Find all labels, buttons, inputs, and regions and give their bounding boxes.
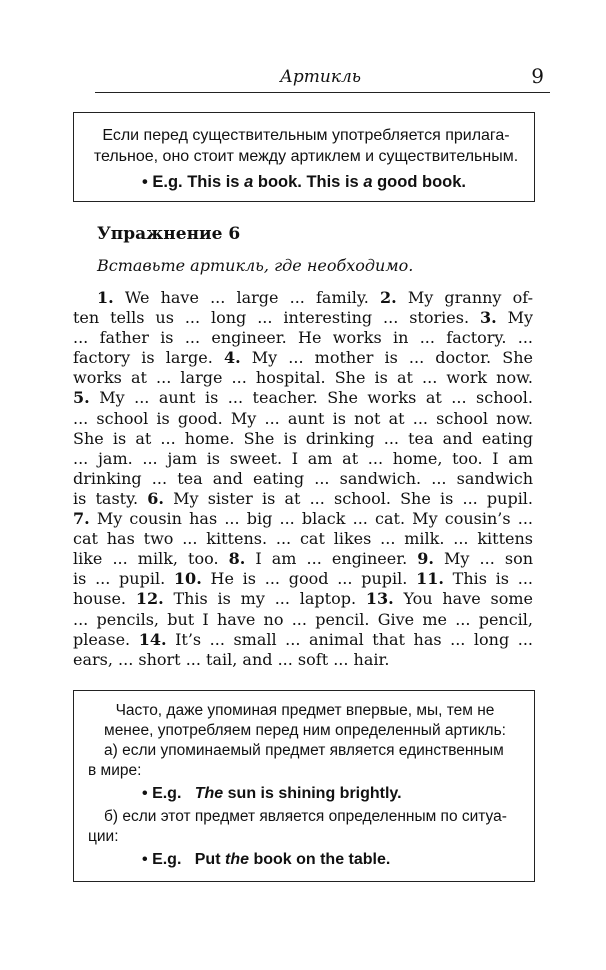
rule-line: в мире: [88,762,142,779]
item-text: ... pencils, but I have no ... pencil. Give me ... pencil, [73,609,533,629]
item-number: 1. [97,288,114,307]
rule-box-adjective-position [73,112,535,202]
item-text: It’s ... small ... animal that has ... long ... [166,629,534,649]
example-text: book on the table. [253,851,391,868]
example-sentence [142,785,402,803]
exercise-text [73,288,533,670]
bullet: • [142,851,148,868]
exercise-line [73,509,533,529]
item-number: 13. [365,589,394,609]
item-text: You have some [393,589,534,609]
example-text: sun is shining brightly. [227,785,402,802]
item-text: My [496,308,533,328]
bullet: • [142,785,148,802]
item-text: factory is large. [73,348,224,368]
item-number: 7. [73,509,90,529]
rule-text [90,125,522,167]
item-text: My sister is at ... school. She is ... pupil. [163,488,534,508]
rule-point-a [88,741,522,781]
running-title: Артикль [280,67,362,87]
exercise-line [73,650,533,670]
item-text: ears, ... short ... tail, and ... soft ... hair. [73,649,390,669]
exercise-line [73,328,533,348]
item-number: 5. [73,388,90,408]
exercise-line [73,388,533,408]
example-text: good book. [377,173,466,191]
item-text: My cousin has ... big ... black ... cat. My cousin’s ... [89,509,533,529]
item-number: 2. [380,288,397,307]
article-highlight: a [363,173,373,191]
item-text: My ... mother is ... doctor. She [240,348,533,368]
exercise-line [73,549,533,569]
exercise-line [73,348,533,368]
item-number: 3. [479,308,497,328]
exercise-line [73,630,533,650]
article-highlight: a [244,173,254,191]
item-text: My granny of- [396,288,533,307]
item-text: drinking ... tea and eating ... sandwich. ... sandwich [73,468,533,488]
rule-line: ции: [88,828,119,845]
rule-point-b [88,807,522,847]
exercise-line [73,368,533,388]
item-text: She is at ... home. She is drinking ... tea and eating [73,428,533,448]
item-text: like ... milk, too. [73,549,229,569]
exercise-title: Упражнение 6 [97,224,241,244]
item-number: 4. [223,348,241,368]
item-number: 8. [228,549,246,569]
rule-line: а) если упоминаемый предмет является единственным [104,742,504,759]
item-number: 12. [135,589,164,609]
item-number: 6. [147,488,164,508]
exercise-line [73,489,533,509]
exercise-line [73,429,533,449]
item-text: cat has two ... kittens. ... cat likes ... milk. ... kittens [73,529,533,549]
exercise-line [73,288,533,308]
item-text: ... jam. ... jam is sweet. I am at ... home, too. I am [73,448,533,468]
item-number: 9. [417,549,434,569]
bullet: • [141,173,148,191]
eg-prefix: E.g. [152,851,182,868]
example-sentence [74,173,534,192]
exercise-line [73,529,533,549]
article-highlight: The [194,785,224,802]
exercise-instruction: Вставьте артикль, где необходимо. [97,256,414,275]
eg-prefix: E.g. [152,173,183,191]
item-text: ... father is ... engineer. He works in ... factory. ... [73,328,533,348]
item-text: works at ... large ... hospital. She is at ... work now. [73,368,533,388]
rule-line: Если перед существительным употребляется прилага- [102,127,510,144]
example-text: Put [194,851,221,868]
item-text: ten tells us ... long ... interesting ... stories. [73,308,480,328]
rule-line: тельное, оно стоит между артиклем и существительным. [93,148,519,165]
example-sentence [142,851,390,869]
rule-box-definite-article [73,690,535,882]
example-text: book. This is [257,173,359,191]
item-number: 14. [138,629,167,649]
exercise-line [73,308,533,328]
article-highlight: the [224,851,249,868]
item-text: My ... aunt is ... teacher. She works at ... school. [89,388,533,408]
item-text: This is ... [443,569,534,589]
rule-line: б) если этот предмет является определенным по ситуа- [104,808,507,825]
rule-line: Часто, даже упоминая предмет впервые, мы, тем не [115,702,495,719]
rule-line: менее, употребляем перед ним определенный артикль: [104,722,506,739]
item-number: 11. [416,569,444,589]
exercise-line [73,569,533,589]
exercise-line [73,589,533,609]
eg-prefix: E.g. [152,785,182,802]
item-text: My ... son [433,549,534,569]
item-text: He is ... good ... pupil. [201,569,417,589]
rule-intro [88,701,522,741]
exercise-line [73,449,533,469]
item-text: ... school is good. My ... aunt is not at ... school now. [73,408,533,428]
page-number: 9 [531,64,544,88]
exercise-line [73,409,533,429]
item-text: This is my ... laptop. [163,589,366,609]
item-text: I am ... engineer. [245,549,418,569]
item-text: We have ... large ... family. [113,288,380,307]
example-text: This is [187,173,240,191]
item-text: is tasty. [73,488,148,508]
item-text: please. [73,629,139,649]
exercise-line [73,610,533,630]
item-text: is ... pupil. [73,569,174,589]
page-header [95,62,550,93]
item-text: house. [73,589,136,609]
exercise-line [73,469,533,489]
item-number: 10. [173,569,202,589]
